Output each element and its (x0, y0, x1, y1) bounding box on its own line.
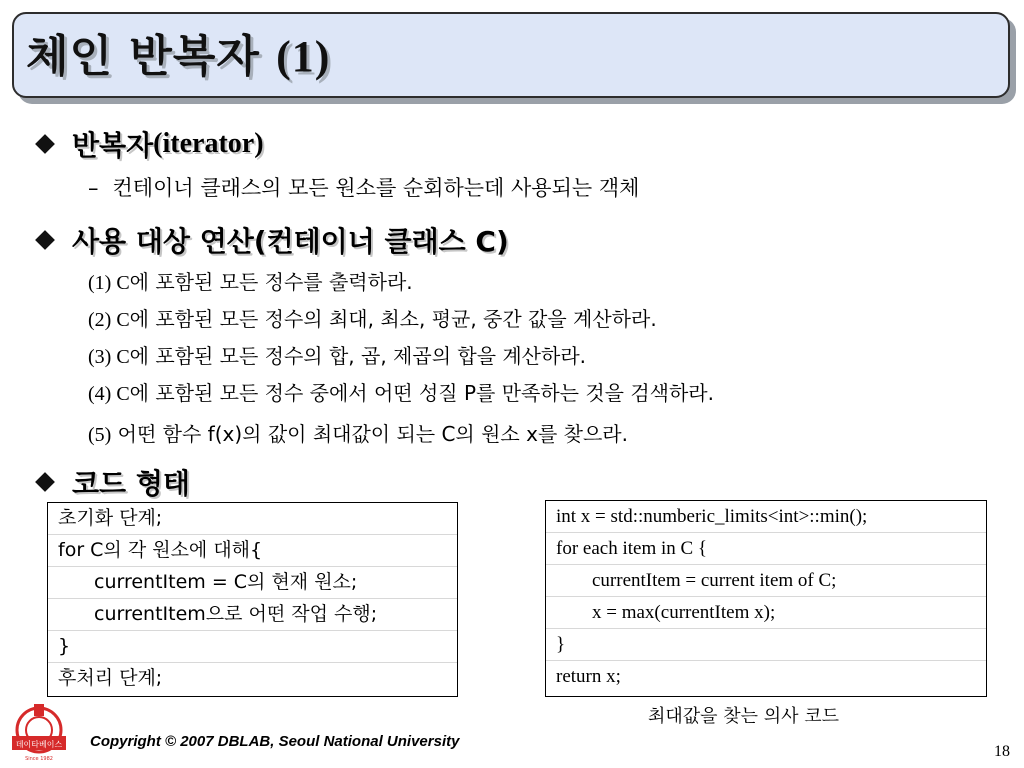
code-line: int x = std::numberic_limits<int>::min(); (546, 501, 986, 533)
bullet-operations: 사용 대상 연산(컨테이너 클래스 C) (32, 220, 509, 260)
code-line: 후처리 단계; (58, 667, 163, 689)
code-caption: 최대값을 찾는 의사 코드 (648, 706, 840, 727)
diamond-bullet-icon (35, 472, 55, 492)
list-item: (3) C에 포함된 모든 정수의 합, 곱, 제곱의 합을 계산하라. (88, 344, 587, 368)
list-item: (1) C에 포함된 모든 정수를 출력하라. (88, 270, 413, 294)
copyright-text: Copyright © 2007 DBLAB, Seoul National University (90, 733, 460, 750)
code-line: return x; (556, 666, 621, 687)
code-line: currentItem = current item of C; (546, 565, 986, 597)
code-line: currentItem = C의 현재 원소; (48, 567, 457, 599)
dblab-logo-icon (4, 700, 74, 764)
page-title: 체인 반복자 (1) (26, 31, 331, 82)
code-line: } (546, 629, 986, 661)
max-pseudocode-box (545, 500, 987, 697)
logo-text: 데이타베이스 (15, 740, 63, 749)
bullet-code-form: 코드 형태 (32, 462, 190, 502)
code-line: currentItem으로 어떤 작업 수행; (48, 599, 457, 631)
code-line: for C의 각 원소에 대해{ (48, 535, 457, 567)
bullet-iterator: 반복자 (iterator) (32, 124, 264, 164)
code-line: } (48, 631, 457, 663)
code-line: x = max(currentItem x); (546, 597, 986, 629)
diamond-bullet-icon (35, 134, 55, 154)
iterator-definition: – 컨테이너 클래스의 모든 원소를 순회하는데 사용되는 객체 (88, 176, 640, 200)
list-item: (5) 어떤 함수 f(x)의 값이 최대값이 되는 C의 원소 x를 찾으라. (88, 422, 628, 446)
list-item: (2) C에 포함된 모든 정수의 최대, 최소, 평균, 중간 값을 계산하라. (88, 307, 657, 331)
page-number: 18 (994, 743, 1010, 760)
code-line: 초기화 단계; (48, 503, 457, 535)
logo-since: Since 1982 (25, 756, 53, 762)
code-line: for each item in C { (546, 533, 986, 565)
diamond-bullet-icon (35, 230, 55, 250)
list-item: (4) C에 포함된 모든 정수 중에서 어떤 성질 P를 만족하는 것을 검색하라. (88, 381, 714, 405)
generic-loop-code-box (47, 502, 458, 697)
